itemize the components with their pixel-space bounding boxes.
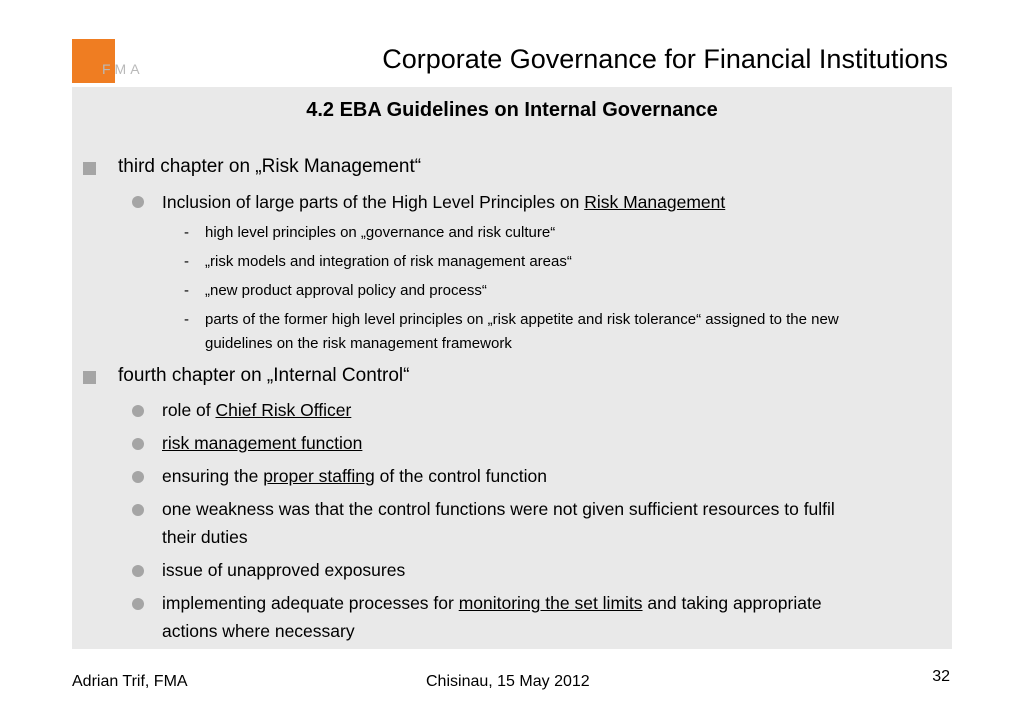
- circle-bullet-icon: [132, 438, 144, 450]
- subitem-risk-appetite-line2: guidelines on the risk management framework: [205, 335, 512, 352]
- circle-bullet-icon: [132, 405, 144, 417]
- dash-bullet-icon: -: [184, 282, 189, 299]
- bullet-proper-staffing: [162, 466, 547, 487]
- dash-bullet-icon: -: [184, 253, 189, 270]
- logo-text: FMA: [102, 61, 144, 77]
- dash-bullet-icon: -: [184, 224, 189, 241]
- bullet-text: implementing adequate processes for: [162, 593, 459, 613]
- page-number: 32: [932, 668, 950, 685]
- subitem-governance-risk-culture: high level principles on „governance and risk culture“: [205, 224, 556, 241]
- square-bullet-icon: [83, 371, 96, 384]
- bullet-text: Inclusion of large parts of the High Level Principles on: [162, 192, 585, 212]
- bullet-control-resources-line1: one weakness was that the control functions were not given sufficient resources to fulfil: [162, 499, 835, 519]
- bullet-text: and taking appropriate: [642, 593, 822, 613]
- circle-bullet-icon: [132, 504, 144, 516]
- bullet-unapproved-exposures: issue of unapproved exposures: [162, 560, 406, 580]
- proper-staffing-link[interactable]: proper staffing: [263, 466, 375, 486]
- chapter-three-heading: third chapter on „Risk Management“: [118, 156, 422, 177]
- bullet-text: role of: [162, 400, 216, 420]
- bullet-monitoring-limits-line2: actions where necessary: [162, 621, 355, 641]
- risk-management-link[interactable]: Risk Management: [584, 192, 726, 212]
- subitem-new-product-approval: „new product approval policy and process“: [205, 282, 487, 299]
- fma-logo: [72, 39, 162, 83]
- subitem-risk-appetite-line1: parts of the former high level principles on „risk appetite and risk tolerance“ assigned to the new: [205, 311, 839, 328]
- monitoring-set-limits-link[interactable]: monitoring the set limits: [458, 593, 643, 613]
- square-bullet-icon: [83, 162, 96, 175]
- content-box: [72, 87, 952, 649]
- chief-risk-officer-link[interactable]: Chief Risk Officer: [215, 400, 352, 420]
- footer-author: Adrian Trif, FMA: [72, 673, 188, 690]
- bullet-risk-management-function: [162, 433, 362, 454]
- bullet-chief-risk-officer: [162, 400, 351, 421]
- circle-bullet-icon: [132, 598, 144, 610]
- circle-bullet-icon: [132, 196, 144, 208]
- risk-management-function-link[interactable]: risk management function: [162, 433, 363, 453]
- circle-bullet-icon: [132, 565, 144, 577]
- bullet-monitoring-limits: [162, 593, 822, 614]
- bullet-text: of the control function: [374, 466, 547, 486]
- dash-bullet-icon: -: [184, 311, 189, 328]
- circle-bullet-icon: [132, 471, 144, 483]
- bullet-high-level-principles: [162, 192, 725, 213]
- chapter-four-heading: fourth chapter on „Internal Control“: [118, 365, 410, 386]
- subitem-risk-models: „risk models and integration of risk management areas“: [205, 253, 572, 270]
- footer-place-date: Chisinau, 15 May 2012: [426, 673, 590, 690]
- bullet-text: ensuring the: [162, 466, 264, 486]
- slide-header-title: Corporate Governance for Financial Institutions: [382, 44, 948, 74]
- bullet-control-resources-line2: their duties: [162, 527, 248, 547]
- section-title: 4.2 EBA Guidelines on Internal Governance: [306, 99, 718, 121]
